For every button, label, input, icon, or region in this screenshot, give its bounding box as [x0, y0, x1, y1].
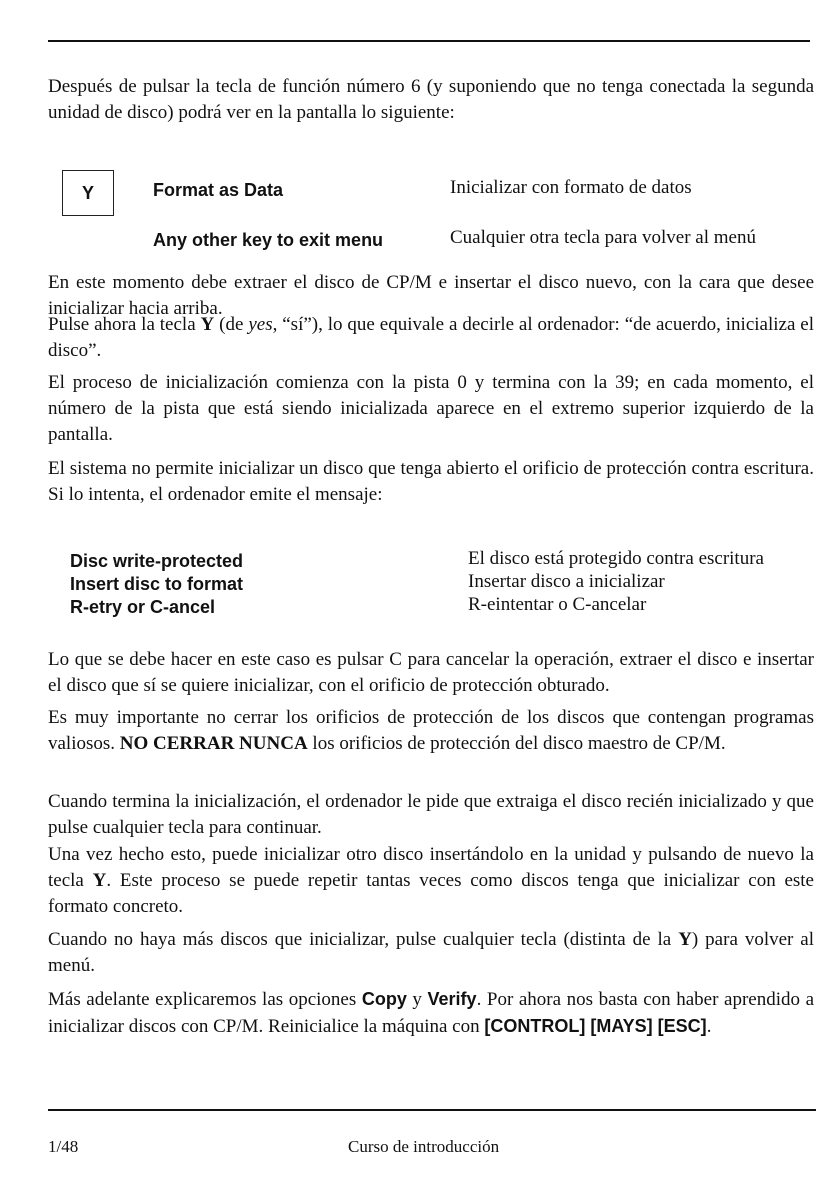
message-es: Insertar disco a inicializar: [468, 571, 665, 592]
italic-text: yes: [248, 314, 273, 335]
key-text: Y: [678, 929, 692, 950]
message-en: Disc write-protected: [70, 551, 244, 571]
text: Pulse ahora la tecla: [48, 314, 201, 335]
paragraph: [48, 312, 814, 364]
top-rule: [48, 40, 810, 42]
bottom-rule: [48, 1109, 816, 1111]
paragraph: En este momento debe extraer el disco de CP/M e insertar el disco nuevo, con la cara que desee inicializar hacia arriba.: [48, 272, 814, 319]
message-es: El disco está protegido contra escritura: [468, 548, 764, 569]
menu-item-en: Any other key to exit menu: [153, 230, 384, 250]
text: (de: [214, 314, 249, 335]
footer-title: Curso de introducción: [348, 1137, 500, 1156]
paragraph: Lo que se debe hacer en este caso es pulsar C para cancelar la operación, extraer el disco e insertar el disco que sí se quiere inicializar, con el orificio de protección obturado.: [48, 649, 814, 696]
page-number: 1/48: [48, 1137, 79, 1156]
text: Más adelante explicaremos las opciones: [48, 989, 362, 1010]
menu-item-es: Cualquier otra tecla para volver al menú: [450, 227, 756, 248]
key-combination: [CONTROL] [MAYS] [ESC]: [484, 1016, 707, 1036]
option-verify: Verify: [427, 989, 477, 1009]
paragraph: [48, 705, 814, 757]
text: . Este proceso se puede repetir tantas veces como discos tenga que inicializar con este formato concreto.: [48, 870, 814, 917]
text: Es muy importante no cerrar los orificios de protección de los discos que contengan programas valiosos.: [48, 707, 814, 754]
paragraph: Cuando termina la inicialización, el ordenador le pide que extraiga el disco recién inicializado y que pulse cualquier tecla para continuar.: [48, 791, 814, 838]
text: los orificios de protección del disco maestro de CP/M.: [307, 733, 726, 754]
paragraph: [48, 986, 814, 1040]
menu-item-en: Format as Data: [153, 180, 284, 200]
text: Cuando no haya más discos que inicializar, pulse cualquier tecla (distinta de la: [48, 929, 679, 950]
option-copy: Copy: [361, 989, 407, 1009]
paragraph: El sistema no permite inicializar un disco que tenga abierto el orificio de protección contra escritura. Si lo intenta, el ordenador emite el mensaje:: [48, 458, 814, 505]
emphasis-text: NO CERRAR NUNCA: [119, 733, 308, 754]
text: y: [406, 989, 428, 1010]
paragraph-intro: Después de pulsar la tecla de función número 6 (y suponiendo que no tenga conectada la segunda unidad de disco) podrá ver en la pantalla lo siguiente:: [48, 76, 814, 123]
paragraph: [48, 927, 814, 979]
text: . Por ahora nos basta con haber aprendido a inicializar discos con CP/M. Reinicialice la máquina con: [48, 989, 814, 1037]
message-en: R-etry or C-ancel: [70, 597, 216, 617]
key-y-box: Y: [62, 170, 114, 216]
key-text: Y: [200, 314, 215, 335]
menu-item-es: Inicializar con formato de datos: [450, 177, 692, 198]
message-es: R-eintentar o C-ancelar: [468, 594, 647, 615]
text: Una vez hecho esto, puede inicializar otro disco insertándolo en la unidad y pulsando de nuevo la tecla: [48, 844, 814, 891]
text: .: [706, 1016, 712, 1037]
paragraph: El proceso de inicialización comienza con la pista 0 y termina con la 39; en cada momento, el número de la pista que está siendo inicializada aparece en el extremo superior izquierdo de la pantalla.: [48, 372, 814, 445]
text: ) para volver al menú.: [48, 929, 814, 976]
key-text: Y: [92, 870, 107, 891]
text: , “sí”), lo que equivale a decirle al ordenador: “de acuerdo, inicializa el disco”.: [48, 314, 814, 361]
message-en: Insert disc to format: [70, 574, 244, 594]
paragraph: [48, 842, 814, 920]
